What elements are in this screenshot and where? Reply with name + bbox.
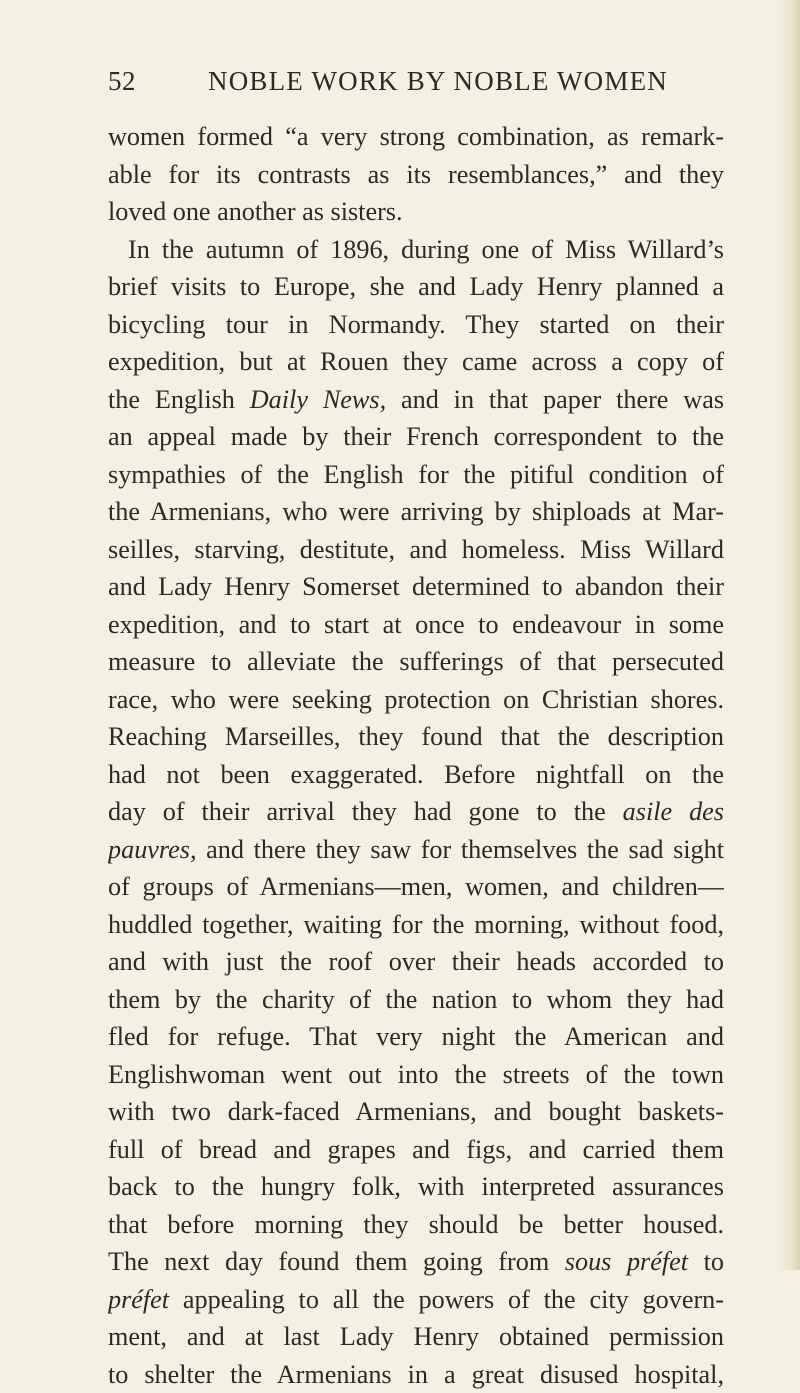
text-line [108,831,724,869]
running-head: NOBLE WORK BY NOBLE WOMEN [108,66,728,97]
text-line: Englishwoman went out into the streets of the town [108,1056,724,1094]
text-line: women formed “a very strong combination, as remark- [108,118,724,156]
italic-phrase: asile des [623,797,724,826]
text-line: fled for refuge. That very night the American and [108,1018,724,1056]
text-line: with two dark-faced Armenians, and bought baskets- [108,1093,724,1131]
text-line [108,1243,724,1281]
text-line: full of bread and grapes and figs, and carried them [108,1131,724,1169]
text-span: The next day found them going from [108,1247,565,1276]
text-line: and Lady Henry Somerset determined to abandon their [108,568,724,606]
text-span: to [688,1247,724,1276]
text-line: able for its contrasts as its resemblances,” and they [108,156,724,194]
text-line: that before morning they should be better housed. [108,1206,724,1244]
italic-phrase: sous préfet [565,1247,688,1276]
italic-phrase: préfet [108,1285,169,1314]
text-line: an appeal made by their French correspondent to the [108,418,724,456]
text-line: sympathies of the English for the pitiful condition of [108,456,724,494]
text-line: of groups of Armenians—men, women, and children— [108,868,724,906]
italic-title: Daily News, [250,385,386,414]
text-line: bicycling tour in Normandy. They started on their [108,306,724,344]
text-line: them by the charity of the nation to whom they had [108,981,724,1019]
text-line: back to the hungry folk, with interpreted assurances [108,1168,724,1206]
text-line: ment, and at last Lady Henry obtained permission [108,1318,724,1356]
text-line: brief visits to Europe, she and Lady Henry planned a [108,268,724,306]
text-line: seilles, starving, destitute, and homeless. Miss Willard [108,531,724,569]
italic-phrase: pauvres, [108,835,197,864]
text-span: the English [108,385,250,414]
text-line: the Armenians, who were arriving by shiploads at Mar- [108,493,724,531]
text-line: measure to alleviate the sufferings of that persecuted [108,643,724,681]
text-line: expedition, and to start at once to endeavour in some [108,606,724,644]
page-number: 52 [108,66,136,97]
text-span: day of their arrival they had gone to the [108,797,623,826]
text-line [108,793,724,831]
page-header [108,66,728,106]
text-line: Reaching Marseilles, they found that the description [108,718,724,756]
page-edge-shading [778,0,800,1270]
text-line [108,381,724,419]
text-line: In the autumn of 1896, during one of Miss Willard’s [108,231,724,269]
text-line: to shelter the Armenians in a great disused hospital, [108,1356,724,1393]
text-line [108,1281,724,1319]
text-span: appealing to all the powers of the city govern- [169,1285,724,1314]
text-span: and there they saw for themselves the sad sight [197,835,725,864]
text-line: race, who were seeking protection on Christian shores. [108,681,724,719]
text-line: expedition, but at Rouen they came across a copy of [108,343,724,381]
text-line: and with just the roof over their heads accorded to [108,943,724,981]
body-text [108,118,724,1393]
text-line: huddled together, waiting for the morning, without food, [108,906,724,944]
text-line: loved one another as sisters. [108,193,724,231]
text-line: had not been exaggerated. Before nightfall on the [108,756,724,794]
text-span: and in that paper there was [386,385,724,414]
